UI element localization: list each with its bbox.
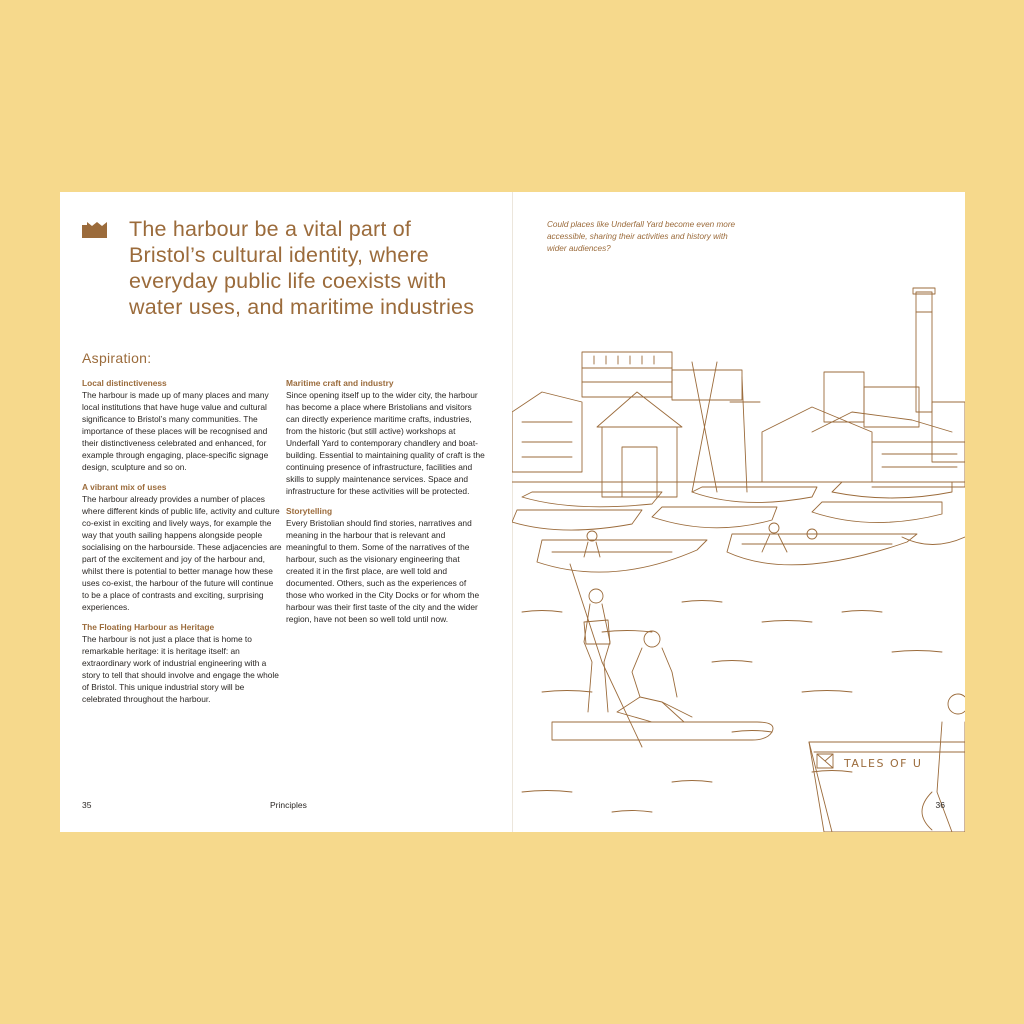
text-column-right [286,378,486,634]
page-number-right: 36 [935,800,945,810]
section-storytelling [286,506,486,625]
section-body: Since opening itself up to the wider city, the harbour has become a place where Bristolians and visitors can directly experience maritime crafts, industries, from the historic (but still active) workshops at Underfall Yard to contemporary chandlery and boat-building. Essential to maintaining quality of craft is the continuing presence of infrastructure, facilities and skills to supply maintenance services. Space and infrastructure for these activities will be protected. [286,390,485,496]
section-maritime-craft [286,378,486,497]
book-spread [60,192,965,832]
section-local-distinctiveness [82,378,282,473]
aspiration-heading: Aspiration: [82,350,152,366]
section-vibrant-mix [82,482,282,613]
section-body: The harbour already provides a number of places where different kinds of public life, activity and culture co-exist in exciting and lively ways, for example the way that youth sailing happens alongside people socialising on the harbourside. These adjacencies are part of the excitement and joy of the harbour and, whilst there is potential to better manage how these uses co-exist, the harbour of the future will continue to be a place of contrasts and exciting, surprising experiences. [82,494,282,612]
page-headline: The harbour be a vital part of Bristol’s cultural identity, where everyday public life coexists with water uses, and maritime industries [129,217,475,319]
image-caption: Could places like Underfall Yard become even more accessible, sharing their activities and history with wider audiences? [547,220,736,253]
section-title: Local distinctiveness [82,378,167,388]
section-body: The harbour is made up of many places and many local institutions that have huge value and cultural significance to Bristol’s many communities. The importance of these places will be recognised and their distinctiveness celebrated and enhanced, for example through engaging, place-specific signage design, sculpture and so on. [82,390,269,472]
harbour-illustration [512,192,965,832]
section-body: Every Bristolian should find stories, narratives and meaning in the harbour that is relevant and meaningful to them. Some of the narratives of the harbour, such as the visionary engineering that created it in the first place, are well told and documented. Others, such as the experiences of those who worked in the City Docks or for whom the harbour was their first taste of the city and the wider region, have not been so well told until now. [286,518,480,624]
section-heritage [82,622,282,705]
section-title: Maritime craft and industry [286,378,394,388]
section-title: Storytelling [286,506,333,516]
right-page [512,192,965,832]
sign-text: TALES OF U [844,757,923,770]
text-column-left [82,378,282,714]
section-body: The harbour is not just a place that is home to remarkable heritage: it is heritage itself: an extraordinary work of industrial engineering with a story to tell that should involve and engage the whole of Bristol. This unique industrial story will be celebrated throughout the harbour. [82,634,279,704]
page-number-left: 35 [82,800,92,810]
section-title: The Floating Harbour as Heritage [82,622,215,632]
section-title: A vibrant mix of uses [82,482,167,492]
running-footer: Principles [270,800,307,810]
factory-icon [82,222,110,238]
left-page [60,192,512,832]
